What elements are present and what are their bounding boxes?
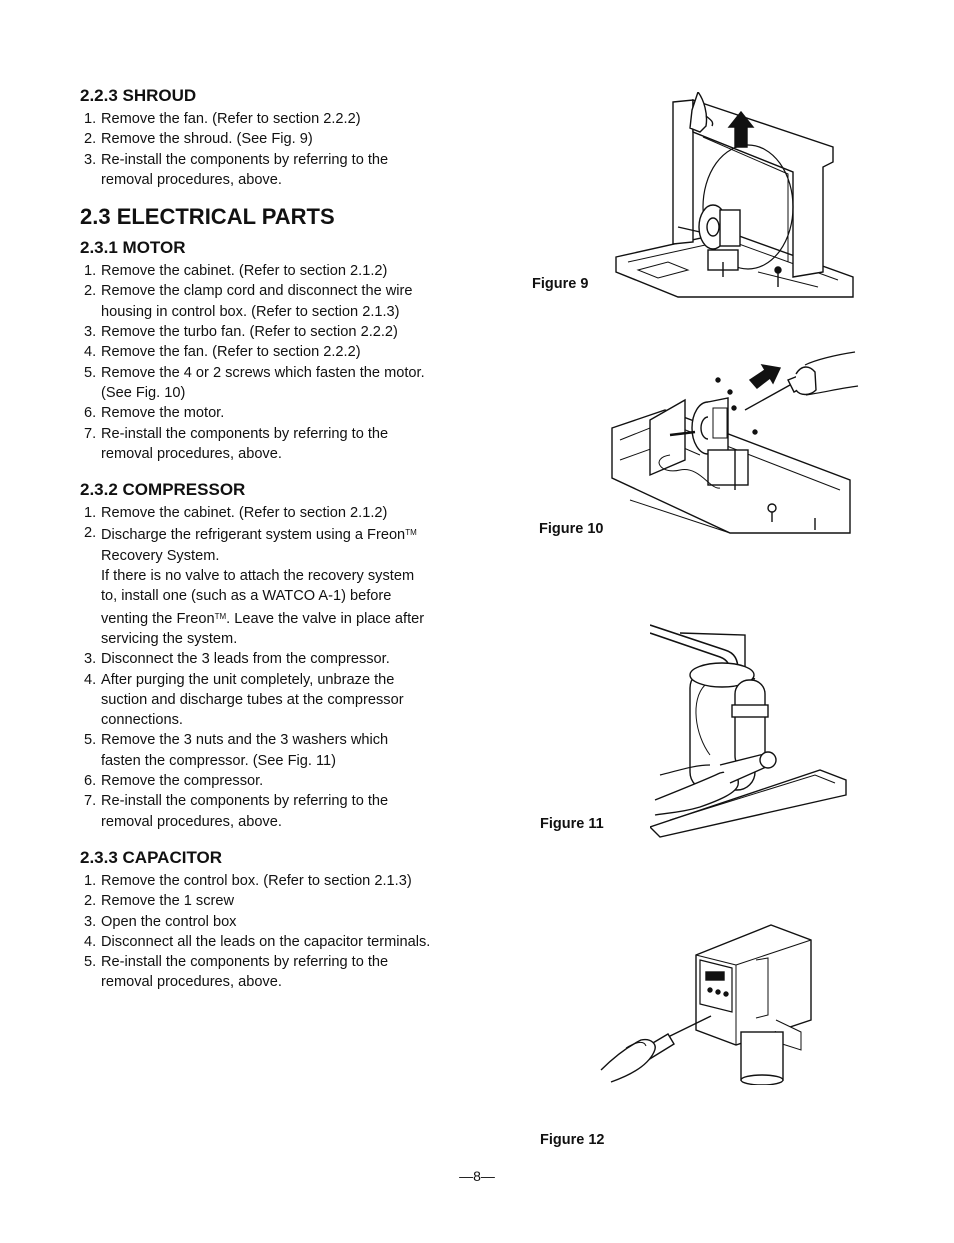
figure-12-caption: Figure 12 (540, 1132, 605, 1148)
section-title-compressor: 2.3.2 COMPRESSOR (80, 480, 246, 500)
list-item: 7. Re-install the components by referring to the removal procedures, above. (84, 793, 389, 830)
text-column (80, 86, 470, 993)
figure-11-caption: Figure 11 (540, 816, 604, 832)
list-item: 3. Remove the turbo fan. (Refer to section 2.2.2) (84, 324, 398, 341)
figure-10-caption: Figure 10 (539, 521, 604, 537)
list-item: 1. Remove the control box. (Refer to section 2.1.3) (84, 872, 412, 889)
list-item: 4. Remove the fan. (Refer to section 2.2.2) (84, 344, 361, 361)
list-item: 6. Remove the compressor. (84, 773, 264, 790)
section-compressor (80, 480, 470, 832)
list-item: 2. Remove the shroud. (See Fig. 9) (84, 131, 313, 148)
list-item: 2. Remove the clamp cord and disconnect the wire housing in control box. (Refer to section 2.1.3) (84, 283, 413, 320)
list-item: 3. Re-install the components by referring to the removal procedures, above. (84, 151, 389, 188)
list-item: 2. Remove the 1 screw (84, 893, 235, 910)
list-item: 3. Open the control box (84, 913, 237, 930)
section-title-electrical-parts: 2.3 ELECTRICAL PARTS (80, 204, 335, 230)
page-number: —8— (459, 1168, 495, 1184)
list-item: 5. Re-install the components by referring to the removal procedures, above. (84, 954, 389, 991)
list-item: 4. Disconnect all the leads on the capacitor terminals. (84, 933, 431, 950)
list-item: 1. Remove the cabinet. (Refer to section 2.1.2) (84, 505, 388, 522)
list-item: 1. Remove the cabinet. (Refer to section 2.1.2) (84, 263, 388, 280)
figure-10-illustration (610, 350, 860, 535)
list-item: 2. Discharge the refrigerant system using a Freon™ Recovery System. If there is no valve to attach the recovery system to, install one (such as a WATCO A-1) before venting the Freon™. Leave the valve in place after servicing the system. (84, 525, 425, 647)
figure-11-illustration (650, 615, 850, 840)
capacitor-steps (80, 871, 470, 993)
section-title-motor: 2.3.1 MOTOR (80, 238, 186, 258)
figure-9-illustration (608, 92, 858, 302)
list-item: 5. Remove the 3 nuts and the 3 washers which fasten the compressor. (See Fig. 11) (84, 732, 389, 769)
shroud-steps (80, 109, 470, 190)
motor-steps (80, 261, 470, 464)
list-item: 3. Disconnect the 3 leads from the compressor. (84, 651, 390, 668)
list-item: 5. Remove the 4 or 2 screws which fasten the motor. (See Fig. 10) (84, 364, 425, 401)
list-item: 1. Remove the fan. (Refer to section 2.2.2) (84, 111, 361, 127)
section-shroud (80, 86, 470, 190)
figure-9-caption: Figure 9 (532, 276, 589, 292)
section-motor (80, 238, 470, 464)
list-item: 7. Re-install the components by referring to the removal procedures, above. (84, 425, 389, 462)
compressor-steps (80, 503, 470, 832)
section-capacitor (80, 848, 470, 993)
section-title-shroud: 2.2.3 SHROUD (80, 86, 197, 105)
list-item: 6. Remove the motor. (84, 405, 225, 422)
figure-12-illustration (596, 920, 836, 1085)
trademark-symbol: TM (405, 528, 417, 538)
trademark-symbol: TM (214, 611, 227, 621)
list-item: 4. After purging the unit completely, unbraze the suction and discharge tubes at the compressor connections. (84, 671, 404, 729)
section-title-capacitor: 2.3.3 CAPACITOR (80, 847, 223, 867)
